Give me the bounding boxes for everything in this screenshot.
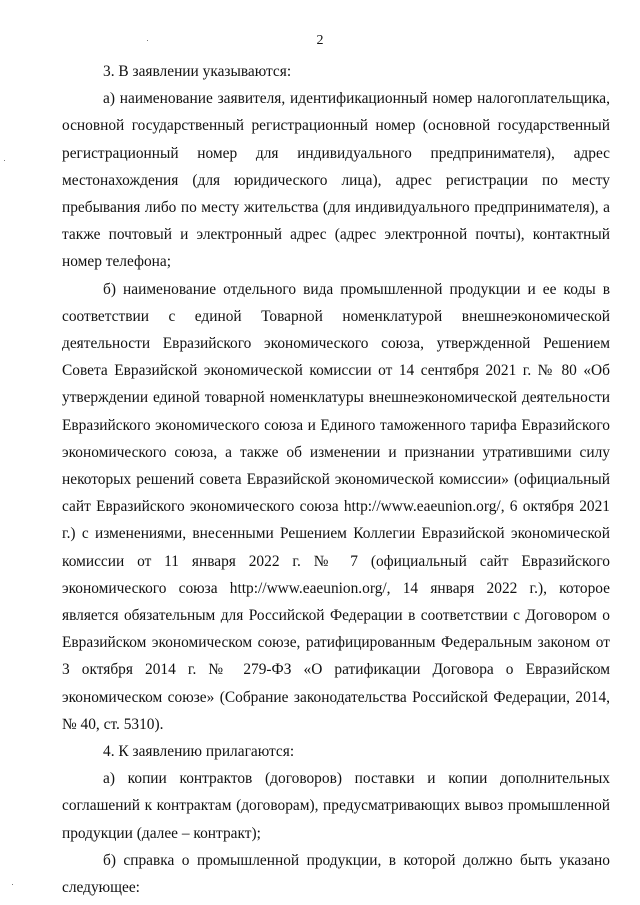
section-4-heading: 4. К заявлению прилагаются: <box>103 743 295 761</box>
page-number: 2 <box>316 33 324 48</box>
section-3-heading: 3. В заявлении указываются: <box>103 63 292 80</box>
scan-speck <box>12 884 13 885</box>
document-body <box>62 58 610 901</box>
scan-speck <box>4 160 5 161</box>
section-3-item-a: а) наименование заявителя, идентификационный номер налогоплательщика, основной государственный регистрационный номер (основной государственный регистрационный номер для индивидуального предпринимателя), адрес местонахождения (для юридического лица), адрес регистрации по месту пребывания либо по месту жительства (для индивидуального предпринимателя), а также почтовый и электронный адрес (адрес электронной почты), контактный номер телефона; <box>62 90 610 271</box>
section-4-item-b: б) справка о промышленной продукции, в которой должно быть указано следующее: <box>62 851 610 897</box>
section-4-item-a: а) копии контрактов (договоров) поставки и копии дополнительных соглашений к контрактам (договорам), предусматривающих вывоз промышленной продукции (далее – контракт); <box>62 770 610 842</box>
scan-speck <box>147 40 148 41</box>
section-3-item-b: б) наименование отдельного вида промышленной продукции и ее коды в соответствии с единой Товарной номенклатурой внешнеэкономической деятельности Евразийского экономического союза, утвержденной Решением Совета Евразийской экономической комиссии от 14 сентября 2021 г. № 80 «Об утверждении единой товарной номенклатуры внешнеэкономической деятельности Евразийского экономического союза и Единого таможенного тарифа Евразийского экономического союза, а также об изменении и признании утратившими силу некоторых решений совета Евразийской экономической комиссии» (официальный сайт Евразийского экономического союза http://www.eaeunion.org/, 6 октября 2021 г.) с изменениями, внесенными Решением Коллегии Евразийской экономической комиссии от 11 января 2022 г. № 7 (официальный сайт Евразийского экономического союза http://www.eaeunion.org/, 14 января 2022 г.), которое является обязательным для Российской Федерации в соответствии с Договором о Евразийском экономическом союзе, ратифицированным Федеральным законом от 3 октября 2014 г. № 279-ФЗ «О ратификации Договора о Евразийском экономическом союзе» (Собрание законодательства Российской Федерации, 2014, № 40, ст. 5310). <box>62 280 610 733</box>
